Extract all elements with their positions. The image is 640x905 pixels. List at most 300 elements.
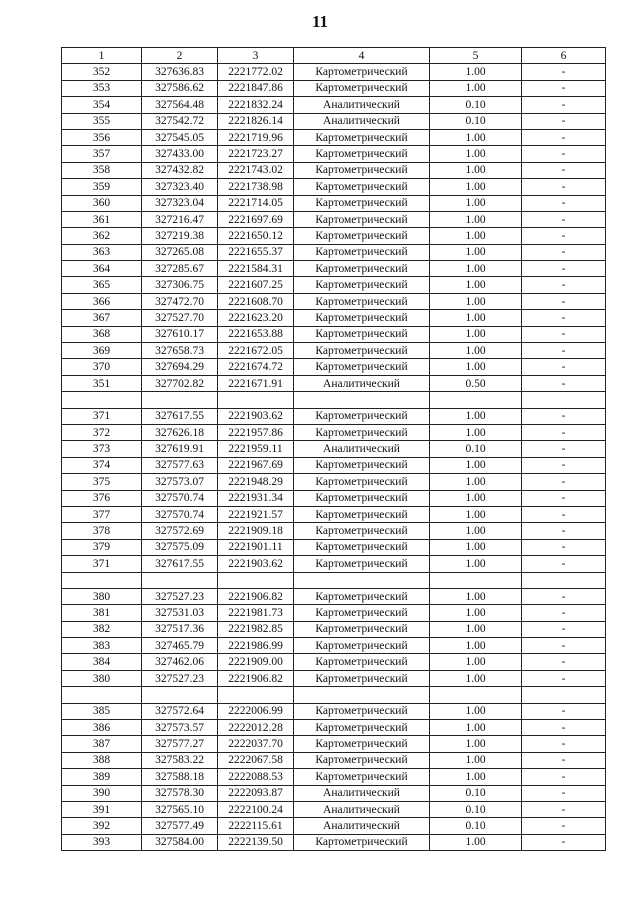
- accuracy-cell: 0.10: [430, 818, 522, 834]
- accuracy-cell: 1.00: [430, 670, 522, 686]
- x-coordinate-cell: 327583.22: [142, 752, 218, 768]
- method-cell: Аналитический: [294, 441, 430, 457]
- method-cell: Аналитический: [294, 818, 430, 834]
- table-row: [62, 670, 606, 686]
- note-cell: [522, 572, 606, 588]
- x-coordinate-cell: 327433.00: [142, 146, 218, 162]
- accuracy-cell: 1.00: [430, 490, 522, 506]
- method-cell: Картометрический: [294, 523, 430, 539]
- y-coordinate-cell: 2221608.70: [218, 293, 294, 309]
- x-coordinate-cell: [142, 572, 218, 588]
- table-header-row: [62, 48, 606, 64]
- point-number-cell: 390: [62, 785, 142, 801]
- coordinates-table: [61, 47, 606, 851]
- column-header: 4: [294, 48, 430, 64]
- note-cell: -: [522, 293, 606, 309]
- note-cell: -: [522, 703, 606, 719]
- x-coordinate-cell: 327570.74: [142, 506, 218, 522]
- y-coordinate-cell: 2221826.14: [218, 113, 294, 129]
- method-cell: Картометрический: [294, 670, 430, 686]
- x-coordinate-cell: 327323.04: [142, 195, 218, 211]
- note-cell: -: [522, 720, 606, 736]
- method-cell: Картометрический: [294, 556, 430, 572]
- y-coordinate-cell: 2221847.86: [218, 80, 294, 96]
- accuracy-cell: 1.00: [430, 310, 522, 326]
- method-cell: Картометрический: [294, 277, 430, 293]
- note-cell: -: [522, 523, 606, 539]
- x-coordinate-cell: 327465.79: [142, 638, 218, 654]
- table-row: [62, 408, 606, 424]
- table-row: [62, 195, 606, 211]
- note-cell: -: [522, 588, 606, 604]
- point-number-cell: 357: [62, 146, 142, 162]
- point-number-cell: 365: [62, 277, 142, 293]
- table-row: [62, 146, 606, 162]
- y-coordinate-cell: 2221921.57: [218, 506, 294, 522]
- method-cell: Картометрический: [294, 162, 430, 178]
- column-header: 5: [430, 48, 522, 64]
- x-coordinate-cell: 327573.07: [142, 474, 218, 490]
- note-cell: -: [522, 621, 606, 637]
- accuracy-cell: 1.00: [430, 506, 522, 522]
- note-cell: -: [522, 457, 606, 473]
- note-cell: -: [522, 670, 606, 686]
- method-cell: Картометрический: [294, 343, 430, 359]
- accuracy-cell: 1.00: [430, 834, 522, 850]
- accuracy-cell: 1.00: [430, 720, 522, 736]
- point-number-cell: 369: [62, 343, 142, 359]
- point-number-cell: 382: [62, 621, 142, 637]
- method-cell: Картометрический: [294, 129, 430, 145]
- y-coordinate-cell: 2222006.99: [218, 703, 294, 719]
- accuracy-cell: 1.00: [430, 474, 522, 490]
- accuracy-cell: 0.10: [430, 113, 522, 129]
- x-coordinate-cell: 327694.29: [142, 359, 218, 375]
- column-header: 3: [218, 48, 294, 64]
- note-cell: [522, 687, 606, 703]
- y-coordinate-cell: 2221906.82: [218, 588, 294, 604]
- accuracy-cell: 1.00: [430, 539, 522, 555]
- method-cell: Картометрический: [294, 638, 430, 654]
- accuracy-cell: 1.00: [430, 211, 522, 227]
- point-number-cell: 389: [62, 769, 142, 785]
- x-coordinate-cell: 327584.00: [142, 834, 218, 850]
- table-row: [62, 654, 606, 670]
- note-cell: -: [522, 375, 606, 391]
- x-coordinate-cell: 327572.64: [142, 703, 218, 719]
- note-cell: -: [522, 474, 606, 490]
- point-number-cell: 351: [62, 375, 142, 391]
- y-coordinate-cell: 2221623.20: [218, 310, 294, 326]
- note-cell: -: [522, 146, 606, 162]
- x-coordinate-cell: 327577.63: [142, 457, 218, 473]
- point-number-cell: 377: [62, 506, 142, 522]
- table-row: [62, 97, 606, 113]
- table-row: [62, 621, 606, 637]
- y-coordinate-cell: 2221901.11: [218, 539, 294, 555]
- x-coordinate-cell: [142, 687, 218, 703]
- y-coordinate-cell: 2221931.34: [218, 490, 294, 506]
- accuracy-cell: 1.00: [430, 457, 522, 473]
- point-number-cell: 353: [62, 80, 142, 96]
- point-number-cell: 364: [62, 261, 142, 277]
- accuracy-cell: 1.00: [430, 703, 522, 719]
- accuracy-cell: 1.00: [430, 556, 522, 572]
- table-row: [62, 539, 606, 555]
- method-cell: Картометрический: [294, 474, 430, 490]
- note-cell: -: [522, 490, 606, 506]
- table-row: [62, 244, 606, 260]
- x-coordinate-cell: 327588.18: [142, 769, 218, 785]
- y-coordinate-cell: 2221719.96: [218, 129, 294, 145]
- accuracy-cell: 1.00: [430, 621, 522, 637]
- accuracy-cell: 1.00: [430, 261, 522, 277]
- method-cell: Картометрический: [294, 326, 430, 342]
- y-coordinate-cell: 2221909.00: [218, 654, 294, 670]
- table-row: [62, 441, 606, 457]
- point-number-cell: 383: [62, 638, 142, 654]
- point-number-cell: 375: [62, 474, 142, 490]
- method-cell: Картометрический: [294, 80, 430, 96]
- x-coordinate-cell: 327306.75: [142, 277, 218, 293]
- x-coordinate-cell: 327545.05: [142, 129, 218, 145]
- method-cell: Картометрический: [294, 736, 430, 752]
- table-row: [62, 769, 606, 785]
- y-coordinate-cell: 2222088.53: [218, 769, 294, 785]
- y-coordinate-cell: [218, 392, 294, 408]
- x-coordinate-cell: 327527.70: [142, 310, 218, 326]
- table-separator-row: [62, 572, 606, 588]
- accuracy-cell: 1.00: [430, 343, 522, 359]
- accuracy-cell: 1.00: [430, 769, 522, 785]
- note-cell: -: [522, 129, 606, 145]
- accuracy-cell: [430, 392, 522, 408]
- accuracy-cell: 1.00: [430, 277, 522, 293]
- method-cell: [294, 572, 430, 588]
- method-cell: Картометрический: [294, 310, 430, 326]
- accuracy-cell: 1.00: [430, 605, 522, 621]
- point-number-cell: 388: [62, 752, 142, 768]
- note-cell: -: [522, 506, 606, 522]
- table-row: [62, 523, 606, 539]
- y-coordinate-cell: [218, 572, 294, 588]
- note-cell: -: [522, 310, 606, 326]
- point-number-cell: 379: [62, 539, 142, 555]
- table-row: [62, 638, 606, 654]
- point-number-cell: 376: [62, 490, 142, 506]
- accuracy-cell: 1.00: [430, 424, 522, 440]
- accuracy-cell: 1.00: [430, 179, 522, 195]
- method-cell: Картометрический: [294, 588, 430, 604]
- x-coordinate-cell: 327517.36: [142, 621, 218, 637]
- y-coordinate-cell: 2221832.24: [218, 97, 294, 113]
- accuracy-cell: 1.00: [430, 195, 522, 211]
- accuracy-cell: 1.00: [430, 244, 522, 260]
- note-cell: -: [522, 818, 606, 834]
- x-coordinate-cell: 327573.57: [142, 720, 218, 736]
- method-cell: Картометрический: [294, 506, 430, 522]
- accuracy-cell: 1.00: [430, 162, 522, 178]
- note-cell: -: [522, 113, 606, 129]
- x-coordinate-cell: 327323.40: [142, 179, 218, 195]
- accuracy-cell: 1.00: [430, 129, 522, 145]
- accuracy-cell: 1.00: [430, 654, 522, 670]
- table-row: [62, 720, 606, 736]
- note-cell: -: [522, 556, 606, 572]
- point-number-cell: 380: [62, 670, 142, 686]
- y-coordinate-cell: 2222012.28: [218, 720, 294, 736]
- table-row: [62, 834, 606, 850]
- point-number-cell: 384: [62, 654, 142, 670]
- note-cell: -: [522, 441, 606, 457]
- note-cell: -: [522, 539, 606, 555]
- method-cell: Картометрический: [294, 834, 430, 850]
- y-coordinate-cell: 2221672.05: [218, 343, 294, 359]
- note-cell: -: [522, 179, 606, 195]
- y-coordinate-cell: 2221674.72: [218, 359, 294, 375]
- point-number-cell: 392: [62, 818, 142, 834]
- note-cell: -: [522, 277, 606, 293]
- y-coordinate-cell: [218, 687, 294, 703]
- y-coordinate-cell: 2221967.69: [218, 457, 294, 473]
- accuracy-cell: [430, 572, 522, 588]
- note-cell: -: [522, 408, 606, 424]
- table-row: [62, 80, 606, 96]
- column-header: 2: [142, 48, 218, 64]
- note-cell: -: [522, 162, 606, 178]
- point-number-cell: 367: [62, 310, 142, 326]
- accuracy-cell: 0.10: [430, 785, 522, 801]
- x-coordinate-cell: 327531.03: [142, 605, 218, 621]
- x-coordinate-cell: 327570.74: [142, 490, 218, 506]
- note-cell: -: [522, 211, 606, 227]
- x-coordinate-cell: 327572.69: [142, 523, 218, 539]
- y-coordinate-cell: 2222037.70: [218, 736, 294, 752]
- point-number-cell: 352: [62, 64, 142, 80]
- table-row: [62, 474, 606, 490]
- x-coordinate-cell: 327617.55: [142, 556, 218, 572]
- table-body: [62, 64, 606, 851]
- y-coordinate-cell: 2221957.86: [218, 424, 294, 440]
- accuracy-cell: 1.00: [430, 523, 522, 539]
- method-cell: Картометрический: [294, 64, 430, 80]
- point-number-cell: 355: [62, 113, 142, 129]
- y-coordinate-cell: 2222115.61: [218, 818, 294, 834]
- point-number-cell: 363: [62, 244, 142, 260]
- y-coordinate-cell: 2221981.73: [218, 605, 294, 621]
- accuracy-cell: 1.00: [430, 408, 522, 424]
- method-cell: Картометрический: [294, 244, 430, 260]
- accuracy-cell: 1.00: [430, 80, 522, 96]
- table-row: [62, 64, 606, 80]
- table-row: [62, 605, 606, 621]
- y-coordinate-cell: 2221772.02: [218, 64, 294, 80]
- x-coordinate-cell: 327527.23: [142, 588, 218, 604]
- method-cell: Картометрический: [294, 179, 430, 195]
- note-cell: -: [522, 244, 606, 260]
- x-coordinate-cell: 327265.08: [142, 244, 218, 260]
- table-row: [62, 736, 606, 752]
- point-number-cell: 361: [62, 211, 142, 227]
- table-row: [62, 228, 606, 244]
- table-separator-row: [62, 687, 606, 703]
- y-coordinate-cell: 2221607.25: [218, 277, 294, 293]
- note-cell: -: [522, 261, 606, 277]
- y-coordinate-cell: 2222093.87: [218, 785, 294, 801]
- y-coordinate-cell: 2222067.58: [218, 752, 294, 768]
- table-row: [62, 818, 606, 834]
- note-cell: -: [522, 326, 606, 342]
- table-row: [62, 113, 606, 129]
- column-header: 1: [62, 48, 142, 64]
- table-row: [62, 785, 606, 801]
- accuracy-cell: 0.10: [430, 801, 522, 817]
- method-cell: Картометрический: [294, 605, 430, 621]
- y-coordinate-cell: 2221903.62: [218, 408, 294, 424]
- x-coordinate-cell: 327619.91: [142, 441, 218, 457]
- table-row: [62, 293, 606, 309]
- y-coordinate-cell: 2221906.82: [218, 670, 294, 686]
- point-number-cell: 366: [62, 293, 142, 309]
- y-coordinate-cell: 2221982.85: [218, 621, 294, 637]
- column-header: 6: [522, 48, 606, 64]
- accuracy-cell: 1.00: [430, 638, 522, 654]
- method-cell: Картометрический: [294, 424, 430, 440]
- table-row: [62, 261, 606, 277]
- table-separator-row: [62, 392, 606, 408]
- note-cell: -: [522, 801, 606, 817]
- table-row: [62, 375, 606, 391]
- page-number: 11: [311, 12, 329, 31]
- x-coordinate-cell: 327219.38: [142, 228, 218, 244]
- method-cell: Картометрический: [294, 228, 430, 244]
- method-cell: Картометрический: [294, 539, 430, 555]
- point-number-cell: 393: [62, 834, 142, 850]
- point-number-cell: 387: [62, 736, 142, 752]
- table-row: [62, 326, 606, 342]
- method-cell: Картометрический: [294, 490, 430, 506]
- method-cell: Картометрический: [294, 261, 430, 277]
- y-coordinate-cell: 2222139.50: [218, 834, 294, 850]
- method-cell: Картометрический: [294, 621, 430, 637]
- x-coordinate-cell: 327577.27: [142, 736, 218, 752]
- x-coordinate-cell: 327472.70: [142, 293, 218, 309]
- y-coordinate-cell: 2221723.27: [218, 146, 294, 162]
- table-row: [62, 457, 606, 473]
- x-coordinate-cell: 327636.83: [142, 64, 218, 80]
- point-number-cell: [62, 687, 142, 703]
- x-coordinate-cell: [142, 392, 218, 408]
- x-coordinate-cell: 327577.49: [142, 818, 218, 834]
- point-number-cell: 371: [62, 408, 142, 424]
- y-coordinate-cell: 2221671.91: [218, 375, 294, 391]
- point-number-cell: 359: [62, 179, 142, 195]
- method-cell: Картометрический: [294, 211, 430, 227]
- accuracy-cell: 1.00: [430, 146, 522, 162]
- method-cell: Картометрический: [294, 195, 430, 211]
- accuracy-cell: [430, 687, 522, 703]
- table-row: [62, 310, 606, 326]
- y-coordinate-cell: 2221959.11: [218, 441, 294, 457]
- note-cell: -: [522, 195, 606, 211]
- x-coordinate-cell: 327527.23: [142, 670, 218, 686]
- table-row: [62, 277, 606, 293]
- method-cell: Картометрический: [294, 359, 430, 375]
- method-cell: Картометрический: [294, 146, 430, 162]
- method-cell: Картометрический: [294, 720, 430, 736]
- table-row: [62, 359, 606, 375]
- method-cell: Аналитический: [294, 801, 430, 817]
- method-cell: Картометрический: [294, 293, 430, 309]
- method-cell: Аналитический: [294, 785, 430, 801]
- point-number-cell: 370: [62, 359, 142, 375]
- y-coordinate-cell: 2221743.02: [218, 162, 294, 178]
- method-cell: Аналитический: [294, 375, 430, 391]
- y-coordinate-cell: 2221738.98: [218, 179, 294, 195]
- accuracy-cell: 1.00: [430, 588, 522, 604]
- note-cell: -: [522, 228, 606, 244]
- table-row: [62, 703, 606, 719]
- x-coordinate-cell: 327542.72: [142, 113, 218, 129]
- point-number-cell: 360: [62, 195, 142, 211]
- method-cell: Картометрический: [294, 752, 430, 768]
- accuracy-cell: 1.00: [430, 752, 522, 768]
- point-number-cell: 368: [62, 326, 142, 342]
- method-cell: [294, 392, 430, 408]
- point-number-cell: 356: [62, 129, 142, 145]
- x-coordinate-cell: 327626.18: [142, 424, 218, 440]
- note-cell: -: [522, 343, 606, 359]
- note-cell: -: [522, 834, 606, 850]
- note-cell: -: [522, 769, 606, 785]
- point-number-cell: 354: [62, 97, 142, 113]
- table-row: [62, 129, 606, 145]
- table-row: [62, 162, 606, 178]
- point-number-cell: 386: [62, 720, 142, 736]
- point-number-cell: 373: [62, 441, 142, 457]
- accuracy-cell: 1.00: [430, 326, 522, 342]
- x-coordinate-cell: 327610.17: [142, 326, 218, 342]
- point-number-cell: 380: [62, 588, 142, 604]
- table-row: [62, 588, 606, 604]
- accuracy-cell: 0.10: [430, 441, 522, 457]
- accuracy-cell: 1.00: [430, 736, 522, 752]
- x-coordinate-cell: 327285.67: [142, 261, 218, 277]
- method-cell: [294, 687, 430, 703]
- point-number-cell: 385: [62, 703, 142, 719]
- table-row: [62, 179, 606, 195]
- point-number-cell: [62, 392, 142, 408]
- x-coordinate-cell: 327565.10: [142, 801, 218, 817]
- x-coordinate-cell: 327702.82: [142, 375, 218, 391]
- y-coordinate-cell: 2221584.31: [218, 261, 294, 277]
- x-coordinate-cell: 327578.30: [142, 785, 218, 801]
- method-cell: Картометрический: [294, 457, 430, 473]
- point-number-cell: 391: [62, 801, 142, 817]
- table-row: [62, 556, 606, 572]
- point-number-cell: 358: [62, 162, 142, 178]
- method-cell: Картометрический: [294, 703, 430, 719]
- accuracy-cell: 0.50: [430, 375, 522, 391]
- x-coordinate-cell: 327586.62: [142, 80, 218, 96]
- note-cell: -: [522, 752, 606, 768]
- y-coordinate-cell: 2221948.29: [218, 474, 294, 490]
- accuracy-cell: 1.00: [430, 293, 522, 309]
- table-row: [62, 801, 606, 817]
- x-coordinate-cell: 327564.48: [142, 97, 218, 113]
- x-coordinate-cell: 327575.09: [142, 539, 218, 555]
- x-coordinate-cell: 327432.82: [142, 162, 218, 178]
